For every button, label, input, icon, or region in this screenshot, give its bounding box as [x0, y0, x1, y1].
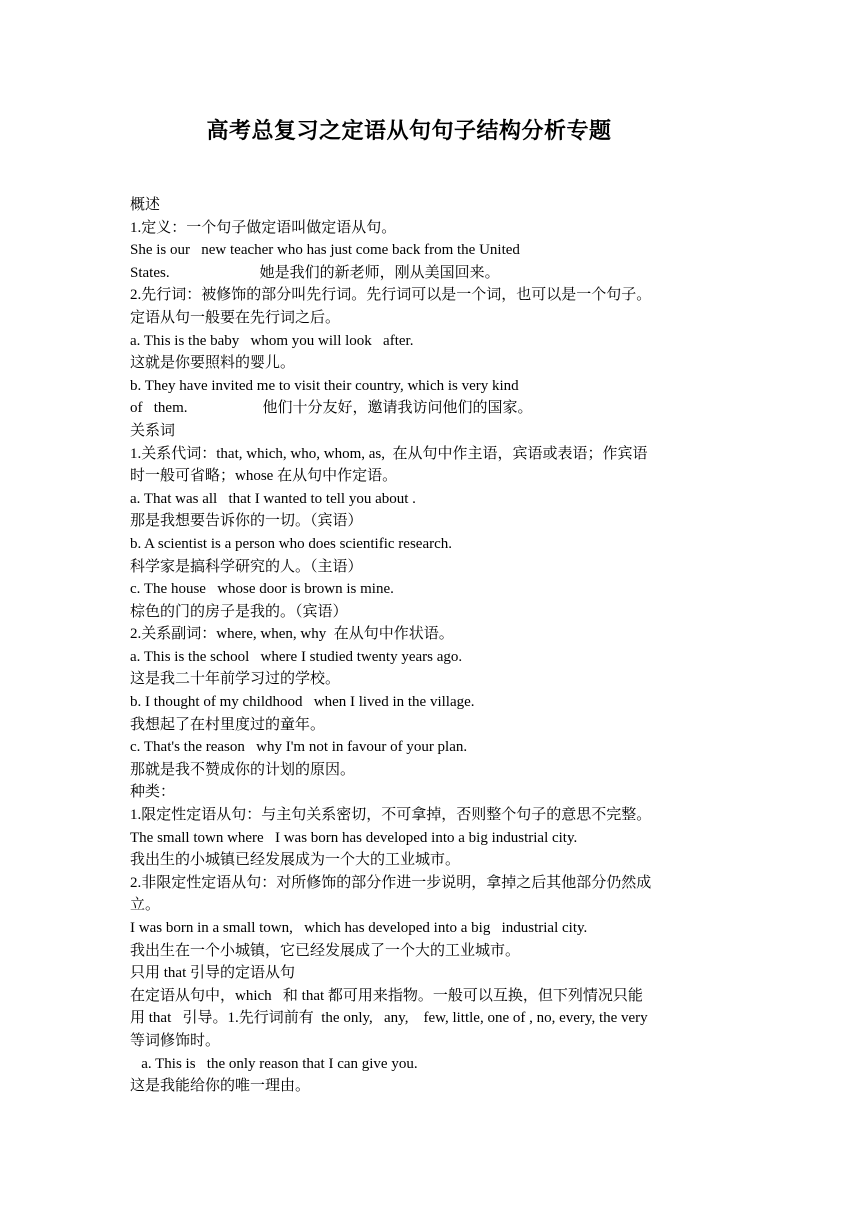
translation-line: 棕色的门的房子是我的。（宾语） — [130, 603, 348, 620]
example-line: c. That's the reason why I'm not in favour of your plan. — [130, 739, 468, 756]
translation-line: 科学家是搞科学研究的人。（主语） — [130, 558, 363, 575]
document-body — [130, 194, 732, 1098]
paragraph-line: 时一般可省略；whose 在从句中作定语。 — [130, 468, 398, 485]
paragraph-line: 2.先行词：被修饰的部分叫先行词。先行词可以是一个词，也可以是一个句子。 — [130, 287, 652, 304]
translation-line: 这是我二十年前学习过的学校。 — [130, 671, 341, 688]
paragraph-line: 在定语从句中，which 和 that 都可用来指物。一般可以互换，但下列情况只能 — [130, 987, 643, 1004]
example-line: b. They have invited me to visit their country, which is very kind — [130, 377, 519, 394]
translation-line: 我出生在一个小城镇，它已经发展成了一个大的工业城市。 — [130, 942, 521, 959]
section-heading-that-only: 只用 that 引导的定语从句 — [130, 965, 295, 982]
section-heading-overview: 概述 — [130, 197, 161, 213]
paragraph-line: States. 她是我们的新老师，刚从美国回来。 — [130, 264, 500, 281]
translation-line: 我想起了在村里度过的童年。 — [130, 716, 326, 733]
translation-line: 这就是你要照料的婴儿。 — [130, 355, 296, 372]
paragraph-line: 用 that 引导。1.先行词前有 the only, any, few, little, one of , no, every, the very — [130, 1010, 648, 1027]
paragraph-line: She is our new teacher who has just come back from the United — [130, 242, 520, 259]
paragraph-line: 2.关系副词：where, when, why 在从句中作状语。 — [130, 626, 454, 643]
example-line: The small town where I was born has developed into a big industrial city. — [130, 829, 578, 846]
paragraph-line: 1.定义：一个句子做定语叫做定语从句。 — [130, 219, 397, 236]
paragraph-line: 等词修饰时。 — [130, 1032, 221, 1049]
example-line: a. That was all that I wanted to tell you about . — [130, 490, 416, 507]
paragraph-line: 2.非限定性定语从句：对所修饰的部分作进一步说明，拿掉之后其他部分仍然成 — [130, 874, 652, 891]
translation-line: 我出生的小城镇已经发展成为一个大的工业城市。 — [130, 852, 461, 869]
example-line: b. A scientist is a person who does scientific research. — [130, 535, 453, 552]
paragraph-line: 定语从句一般要在先行词之后。 — [130, 309, 341, 326]
example-line: c. The house whose door is brown is mine. — [130, 581, 394, 598]
translation-line: 这是我能给你的唯一理由。 — [130, 1078, 311, 1095]
example-line: b. I thought of my childhood when I lived in the village. — [130, 694, 475, 711]
example-line: I was born in a small town, which has developed into a big industrial city. — [130, 920, 588, 936]
translation-line: 那就是我不赞成你的计划的原因。 — [130, 761, 356, 778]
translation-line: 那是我想要告诉你的一切。（宾语） — [130, 513, 363, 530]
example-line: a. This is the only reason that I can give you. — [130, 1055, 418, 1072]
section-heading-types: 种类： — [130, 784, 176, 801]
example-line: a. This is the school where I studied twenty years ago. — [130, 648, 463, 665]
document-title: 高考总复习之定语从句句子结构分析专题 — [206, 118, 612, 143]
paragraph-line: 立。 — [130, 897, 161, 914]
section-heading-relatives: 关系词 — [130, 422, 176, 439]
paragraph-line: 1.关系代词：that, which, who, whom, as, 在从句中作主语，宾语或表语；作宾语 — [130, 445, 648, 462]
paragraph-line: of them. 他们十分友好，邀请我访问他们的国家。 — [130, 400, 533, 417]
paragraph-line: 1.限定性定语从句：与主句关系密切，不可拿掉，否则整个句子的意思不完整。 — [130, 807, 652, 824]
example-line: a. This is the baby whom you will look after. — [130, 332, 414, 349]
